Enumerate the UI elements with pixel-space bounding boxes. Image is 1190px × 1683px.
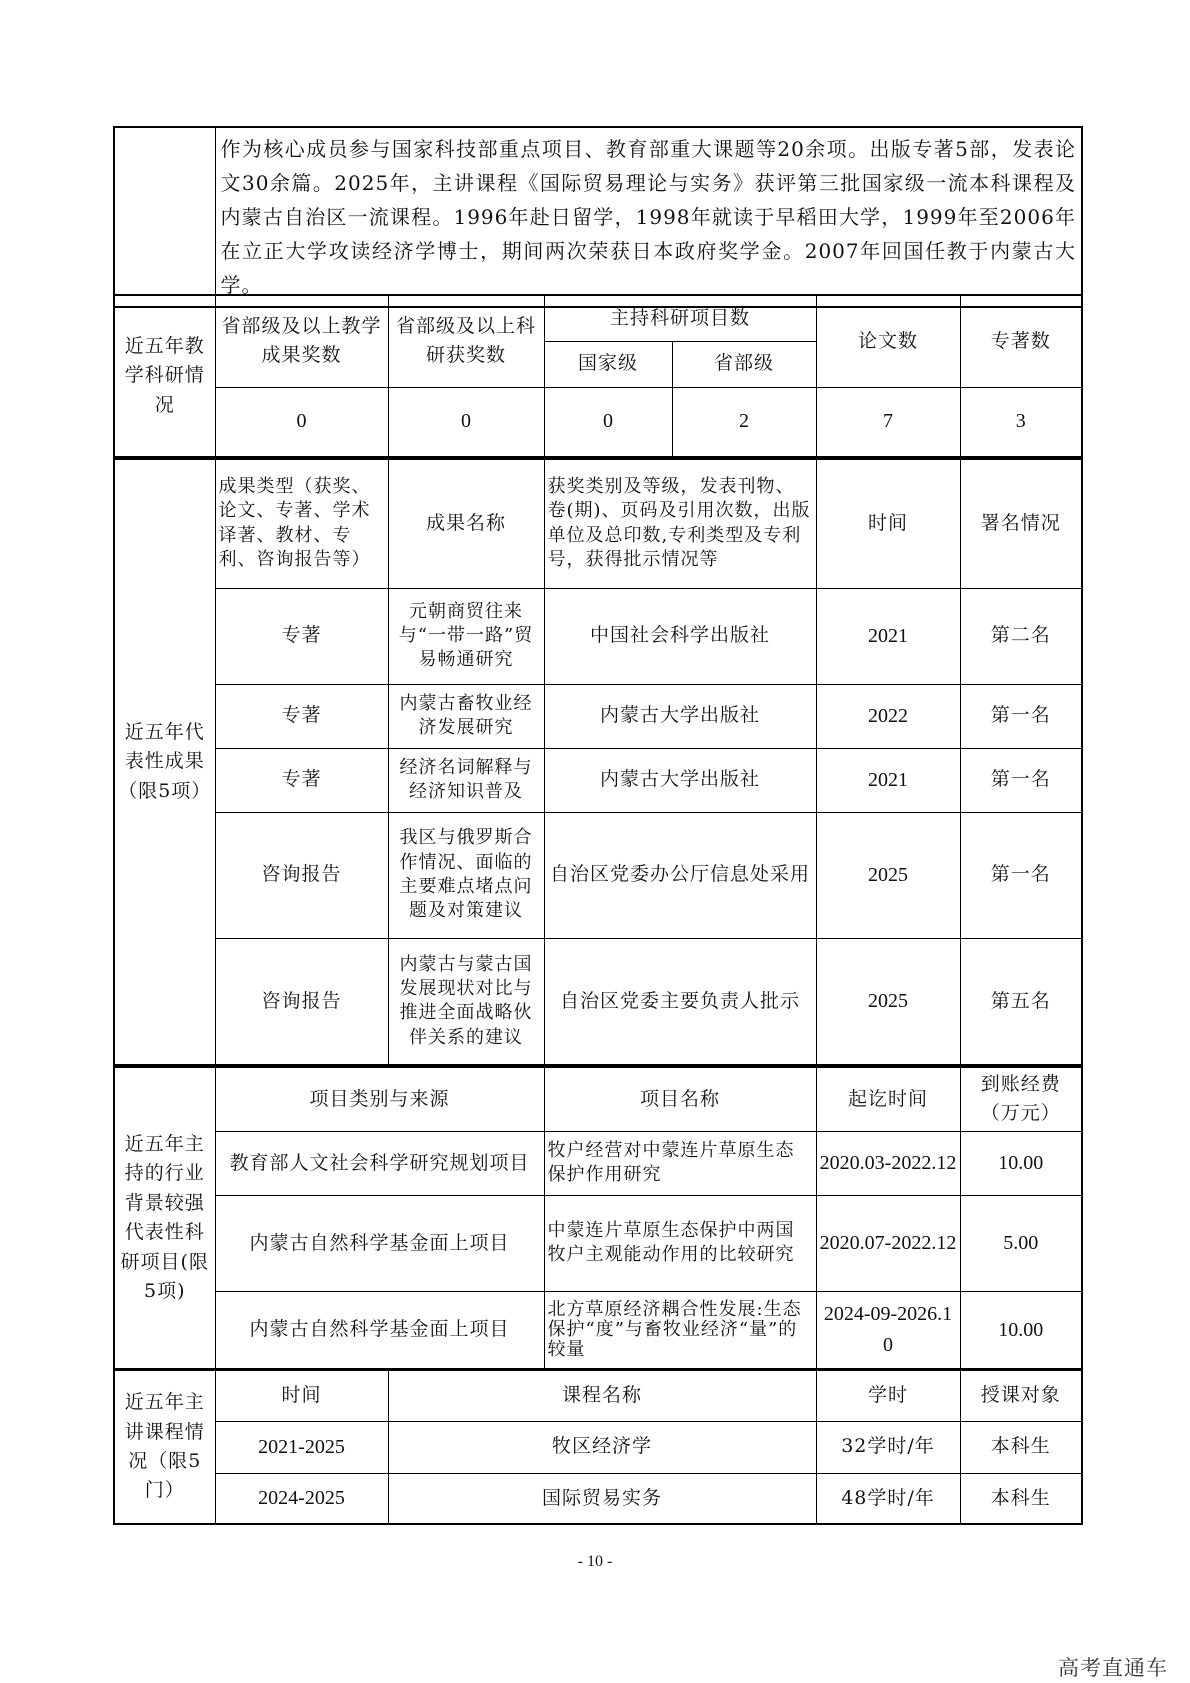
achievement-name: 经济名词解释与经济知识普及 xyxy=(388,748,544,812)
course-time-header: 时间 xyxy=(215,1370,388,1421)
achievement-sign: 第一名 xyxy=(960,812,1082,938)
course-name: 国际贸易实务 xyxy=(388,1473,816,1524)
table-row xyxy=(114,1421,1082,1473)
projects-table xyxy=(113,1066,1083,1370)
project-period: 2024-09-2026.10 xyxy=(816,1291,960,1369)
research-summary-label: 近五年教学科研情况 xyxy=(114,295,215,457)
course-audience: 本科生 xyxy=(960,1473,1082,1524)
achievement-detail-header: 获奖类别及等级，发表刊物、卷(期)、页码及引用次数，出版单位及总印数,专利类型及专利号，获得批示情况等 xyxy=(544,459,816,588)
table-row xyxy=(114,1291,1082,1369)
table-row xyxy=(114,748,1082,812)
achievement-sign: 第一名 xyxy=(960,684,1082,748)
project-name: 牧户经营对中蒙连片草原生态保护作用研究 xyxy=(544,1131,816,1195)
achievement-sign: 第五名 xyxy=(960,938,1082,1065)
course-hours: 48学时/年 xyxy=(816,1473,960,1524)
achievement-time: 2021 xyxy=(816,588,960,684)
achievements-table xyxy=(113,458,1083,1066)
achievement-time: 2025 xyxy=(816,938,960,1065)
project-name-header: 项目名称 xyxy=(544,1067,816,1131)
watermark-text: 高考直通车 xyxy=(1058,1656,1168,1680)
table-row xyxy=(114,1195,1082,1291)
national-value: 0 xyxy=(544,387,672,457)
achievement-detail: 自治区党委主要负责人批示 xyxy=(544,938,816,1065)
project-source-header: 项目类别与来源 xyxy=(215,1067,544,1131)
courses-label: 近五年主讲课程情况（限5门） xyxy=(114,1370,215,1524)
achievement-detail: 内蒙古大学出版社 xyxy=(544,748,816,812)
teaching-award-value: 0 xyxy=(215,387,388,457)
project-period: 2020.07-2022.12 xyxy=(816,1195,960,1291)
table-row xyxy=(114,588,1082,684)
course-time: 2024-2025 xyxy=(215,1473,388,1524)
project-funding: 10.00 xyxy=(960,1291,1082,1369)
achievement-type-header: 成果类型（获奖、论文、专著、学术译著、教材、专利、咨询报告等） xyxy=(215,459,388,588)
course-audience-header: 授课对象 xyxy=(960,1370,1082,1421)
project-funding: 5.00 xyxy=(960,1195,1082,1291)
achievement-type: 专著 xyxy=(215,748,388,812)
achievement-time: 2021 xyxy=(816,748,960,812)
project-funding: 10.00 xyxy=(960,1131,1082,1195)
research-award-header: 省部级及以上科研获奖数 xyxy=(388,295,544,387)
projects-count-header: 主持科研项目数 xyxy=(544,295,816,341)
achievement-sign: 第二名 xyxy=(960,588,1082,684)
table-row xyxy=(114,1473,1082,1524)
provincial-value: 2 xyxy=(672,387,816,457)
achievement-type: 专著 xyxy=(215,588,388,684)
course-hours: 32学时/年 xyxy=(816,1421,960,1473)
books-header: 专著数 xyxy=(960,295,1082,387)
project-source: 内蒙古自然科学基金面上项目 xyxy=(215,1195,544,1291)
table-row xyxy=(114,938,1082,1065)
achievement-time: 2025 xyxy=(816,812,960,938)
achievement-type: 专著 xyxy=(215,684,388,748)
page-number: - 10 - xyxy=(577,1553,613,1570)
teaching-award-header: 省部级及以上教学成果奖数 xyxy=(215,295,388,387)
courses-table xyxy=(113,1369,1083,1525)
achievement-time: 2022 xyxy=(816,684,960,748)
course-name: 牧区经济学 xyxy=(388,1421,816,1473)
achievement-type: 咨询报告 xyxy=(215,812,388,938)
achievement-sign: 第一名 xyxy=(960,748,1082,812)
project-funding-header: 到账经费（万元） xyxy=(960,1067,1082,1131)
table-row xyxy=(114,812,1082,938)
achievement-type: 咨询报告 xyxy=(215,938,388,1065)
achievements-label: 近五年代表性成果（限5项） xyxy=(114,459,215,1065)
research-summary-table xyxy=(113,294,1083,458)
achievement-detail: 内蒙古大学出版社 xyxy=(544,684,816,748)
project-source: 教育部人文社会科学研究规划项目 xyxy=(215,1131,544,1195)
books-value: 3 xyxy=(960,387,1082,457)
papers-value: 7 xyxy=(816,387,960,457)
project-period-header: 起讫时间 xyxy=(816,1067,960,1131)
intro-label-cell xyxy=(114,127,215,307)
intro-text: 作为核心成员参与国家科技部重点项目、教育部重大课题等20余项。出版专著5部，发表论文30余篇。2025年，主讲课程《国际贸易理论与实务》获评第三批国家级一流本科课程及内蒙古自治区一流课程。1996年赴日留学，1998年就读于早稻田大学，1999年至2006年在立正大学攻读经济学博士，期间两次荣获日本政府奖学金。2007年回国任教于内蒙古大学。 xyxy=(215,127,1082,307)
project-source: 内蒙古自然科学基金面上项目 xyxy=(215,1291,544,1369)
projects-label: 近五年主持的行业背景较强代表性科研项目(限5项) xyxy=(114,1067,215,1369)
achievement-time-header: 时间 xyxy=(816,459,960,588)
table-row xyxy=(114,684,1082,748)
achievement-name: 我区与俄罗斯合作情况、面临的主要难点堵点问题及对策建议 xyxy=(388,812,544,938)
provincial-header: 省部级 xyxy=(672,341,816,387)
course-time: 2021-2025 xyxy=(215,1421,388,1473)
project-period: 2020.03-2022.12 xyxy=(816,1131,960,1195)
achievement-name: 内蒙古与蒙古国发展现状对比与推进全面战略伙伴关系的建议 xyxy=(388,938,544,1065)
intro-table xyxy=(113,126,1083,308)
course-audience: 本科生 xyxy=(960,1421,1082,1473)
achievement-sign-header: 署名情况 xyxy=(960,459,1082,588)
course-name-header: 课程名称 xyxy=(388,1370,816,1421)
course-hours-header: 学时 xyxy=(816,1370,960,1421)
table-row xyxy=(114,1131,1082,1195)
achievement-detail: 中国社会科学出版社 xyxy=(544,588,816,684)
national-header: 国家级 xyxy=(544,341,672,387)
achievement-name: 内蒙古畜牧业经济发展研究 xyxy=(388,684,544,748)
achievement-detail: 自治区党委办公厅信息处采用 xyxy=(544,812,816,938)
project-name: 北方草原经济耦合性发展:生态保护“度”与畜牧业经济“量”的较量 xyxy=(544,1291,816,1369)
project-name: 中蒙连片草原生态保护中两国牧户主观能动作用的比较研究 xyxy=(544,1195,816,1291)
achievement-name: 元朝商贸往来与“一带一路”贸易畅通研究 xyxy=(388,588,544,684)
research-award-value: 0 xyxy=(388,387,544,457)
achievement-name-header: 成果名称 xyxy=(388,459,544,588)
papers-header: 论文数 xyxy=(816,295,960,387)
